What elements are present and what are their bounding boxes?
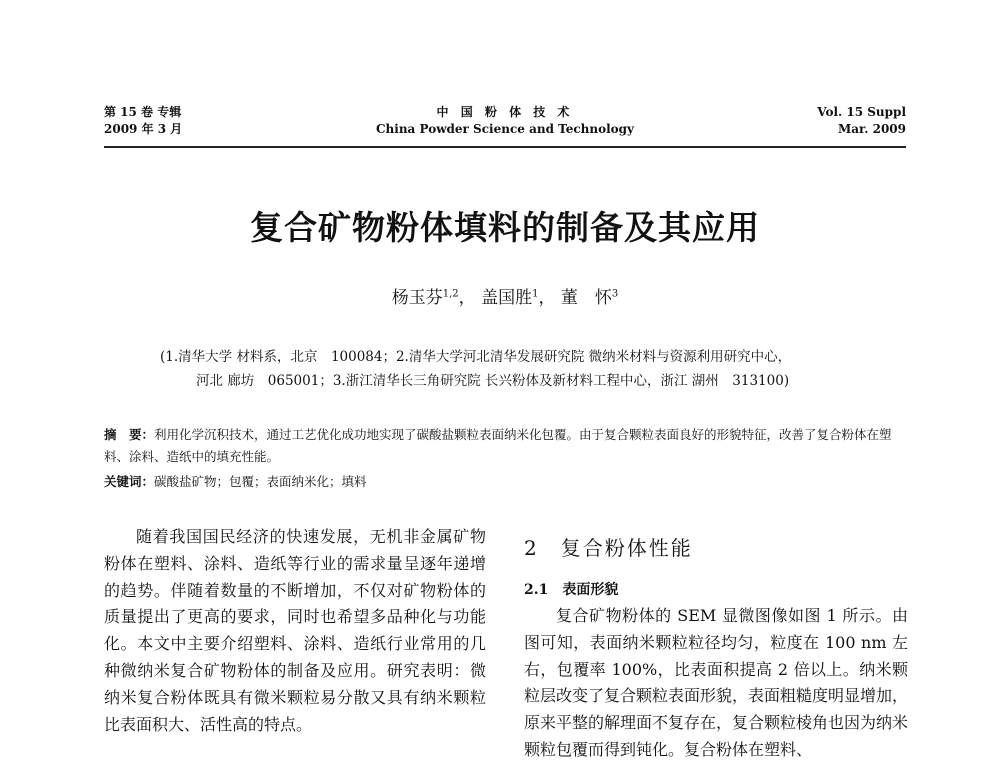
intro-paragraph: 随着我国国民经济的快速发展，无机非金属矿物粉体在塑料、涂料、造纸等行业的需求量呈逐年递增的趋势。伴随着数量的不断增加，不仅对矿物粉体的质量提出了更高的要求，同时也希望多品种化与功能化。本文中主要介绍塑料、涂料、造纸行业常用的几种微纳米复合矿物粉体的制备及应用。研究表明：微纳米复合粉体既具有微米颗粒易分散又具有纳米颗粒比表面积大、活性高的特点。 <box>104 527 486 734</box>
author-2: 盖国胜$^1$， <box>481 288 556 308</box>
keywords-text: 碳酸盐矿物；包覆；表面纳米化；填料 <box>154 474 367 489</box>
header-left <box>104 104 182 138</box>
abstract-label: 摘 要： <box>104 427 155 442</box>
affiliation-line-2: 河北 廊坊 065001；3.浙江清华长三角研究院 长兴粉体及新材料工程中心，浙江 湖州 313100) <box>196 373 790 389</box>
left-column <box>104 524 486 738</box>
subsection-heading: 2.1 表面形貌 <box>524 582 619 598</box>
keywords-label: 关键词： <box>104 474 155 489</box>
author-1: 杨玉芬$^{1,2}$， <box>391 288 476 308</box>
header-volume: 第 15 卷 专辑 <box>104 105 182 119</box>
affiliations <box>160 345 880 393</box>
abstract <box>104 424 912 468</box>
morphology-paragraph: 复合矿物粉体的 SEM 显微图像如图 1 所示。由图可知，表面纳米颗粒粒径均匀，粒度在 100 nm 左右，包覆率 100%，比表面积提高 2 倍以上。纳米颗粒层改变了复合颗粒表面形貌，表面粗糙度明显增加，原来平整的解理面不复存在，复合颗粒棱角也因为纳米颗粒包覆而得到钝化。复合粉体在塑料、 <box>524 606 909 759</box>
right-column <box>524 532 908 764</box>
header-date: 2009 年 3 月 <box>104 122 183 136</box>
affiliation-line-1: (1.清华大学 材料系，北京 100084；2.清华大学河北清华发展研究院 微纳米材料与资源利用研究中心， <box>160 349 792 365</box>
header-right <box>780 104 906 138</box>
header-center <box>300 104 710 138</box>
header-rule <box>104 146 906 148</box>
section-heading: 2 复合粉体性能 <box>524 536 693 560</box>
header-date-en: Mar. 2009 <box>837 122 906 136</box>
journal-name-cn: 中 国 粉 体 技 术 <box>436 105 574 119</box>
author-3: 董 怀$^3$ <box>560 288 619 308</box>
section-body <box>524 603 908 764</box>
keywords <box>104 471 912 493</box>
journal-name-en: China Powder Science and Technology <box>375 122 635 136</box>
abstract-text: 利用化学沉积技术，通过工艺优化成功地实现了碳酸盐颗粒表面纳米化包覆。由于复合颗粒表面良好的形貌特征，改善了复合粉体在塑料、涂料、造纸中的填充性能。 <box>104 427 892 464</box>
author-list <box>0 283 1000 308</box>
header-vol-en: Vol. 15 Suppl <box>817 105 906 119</box>
paper-title: 复合矿物粉体填料的制备及其应用 <box>250 208 760 247</box>
